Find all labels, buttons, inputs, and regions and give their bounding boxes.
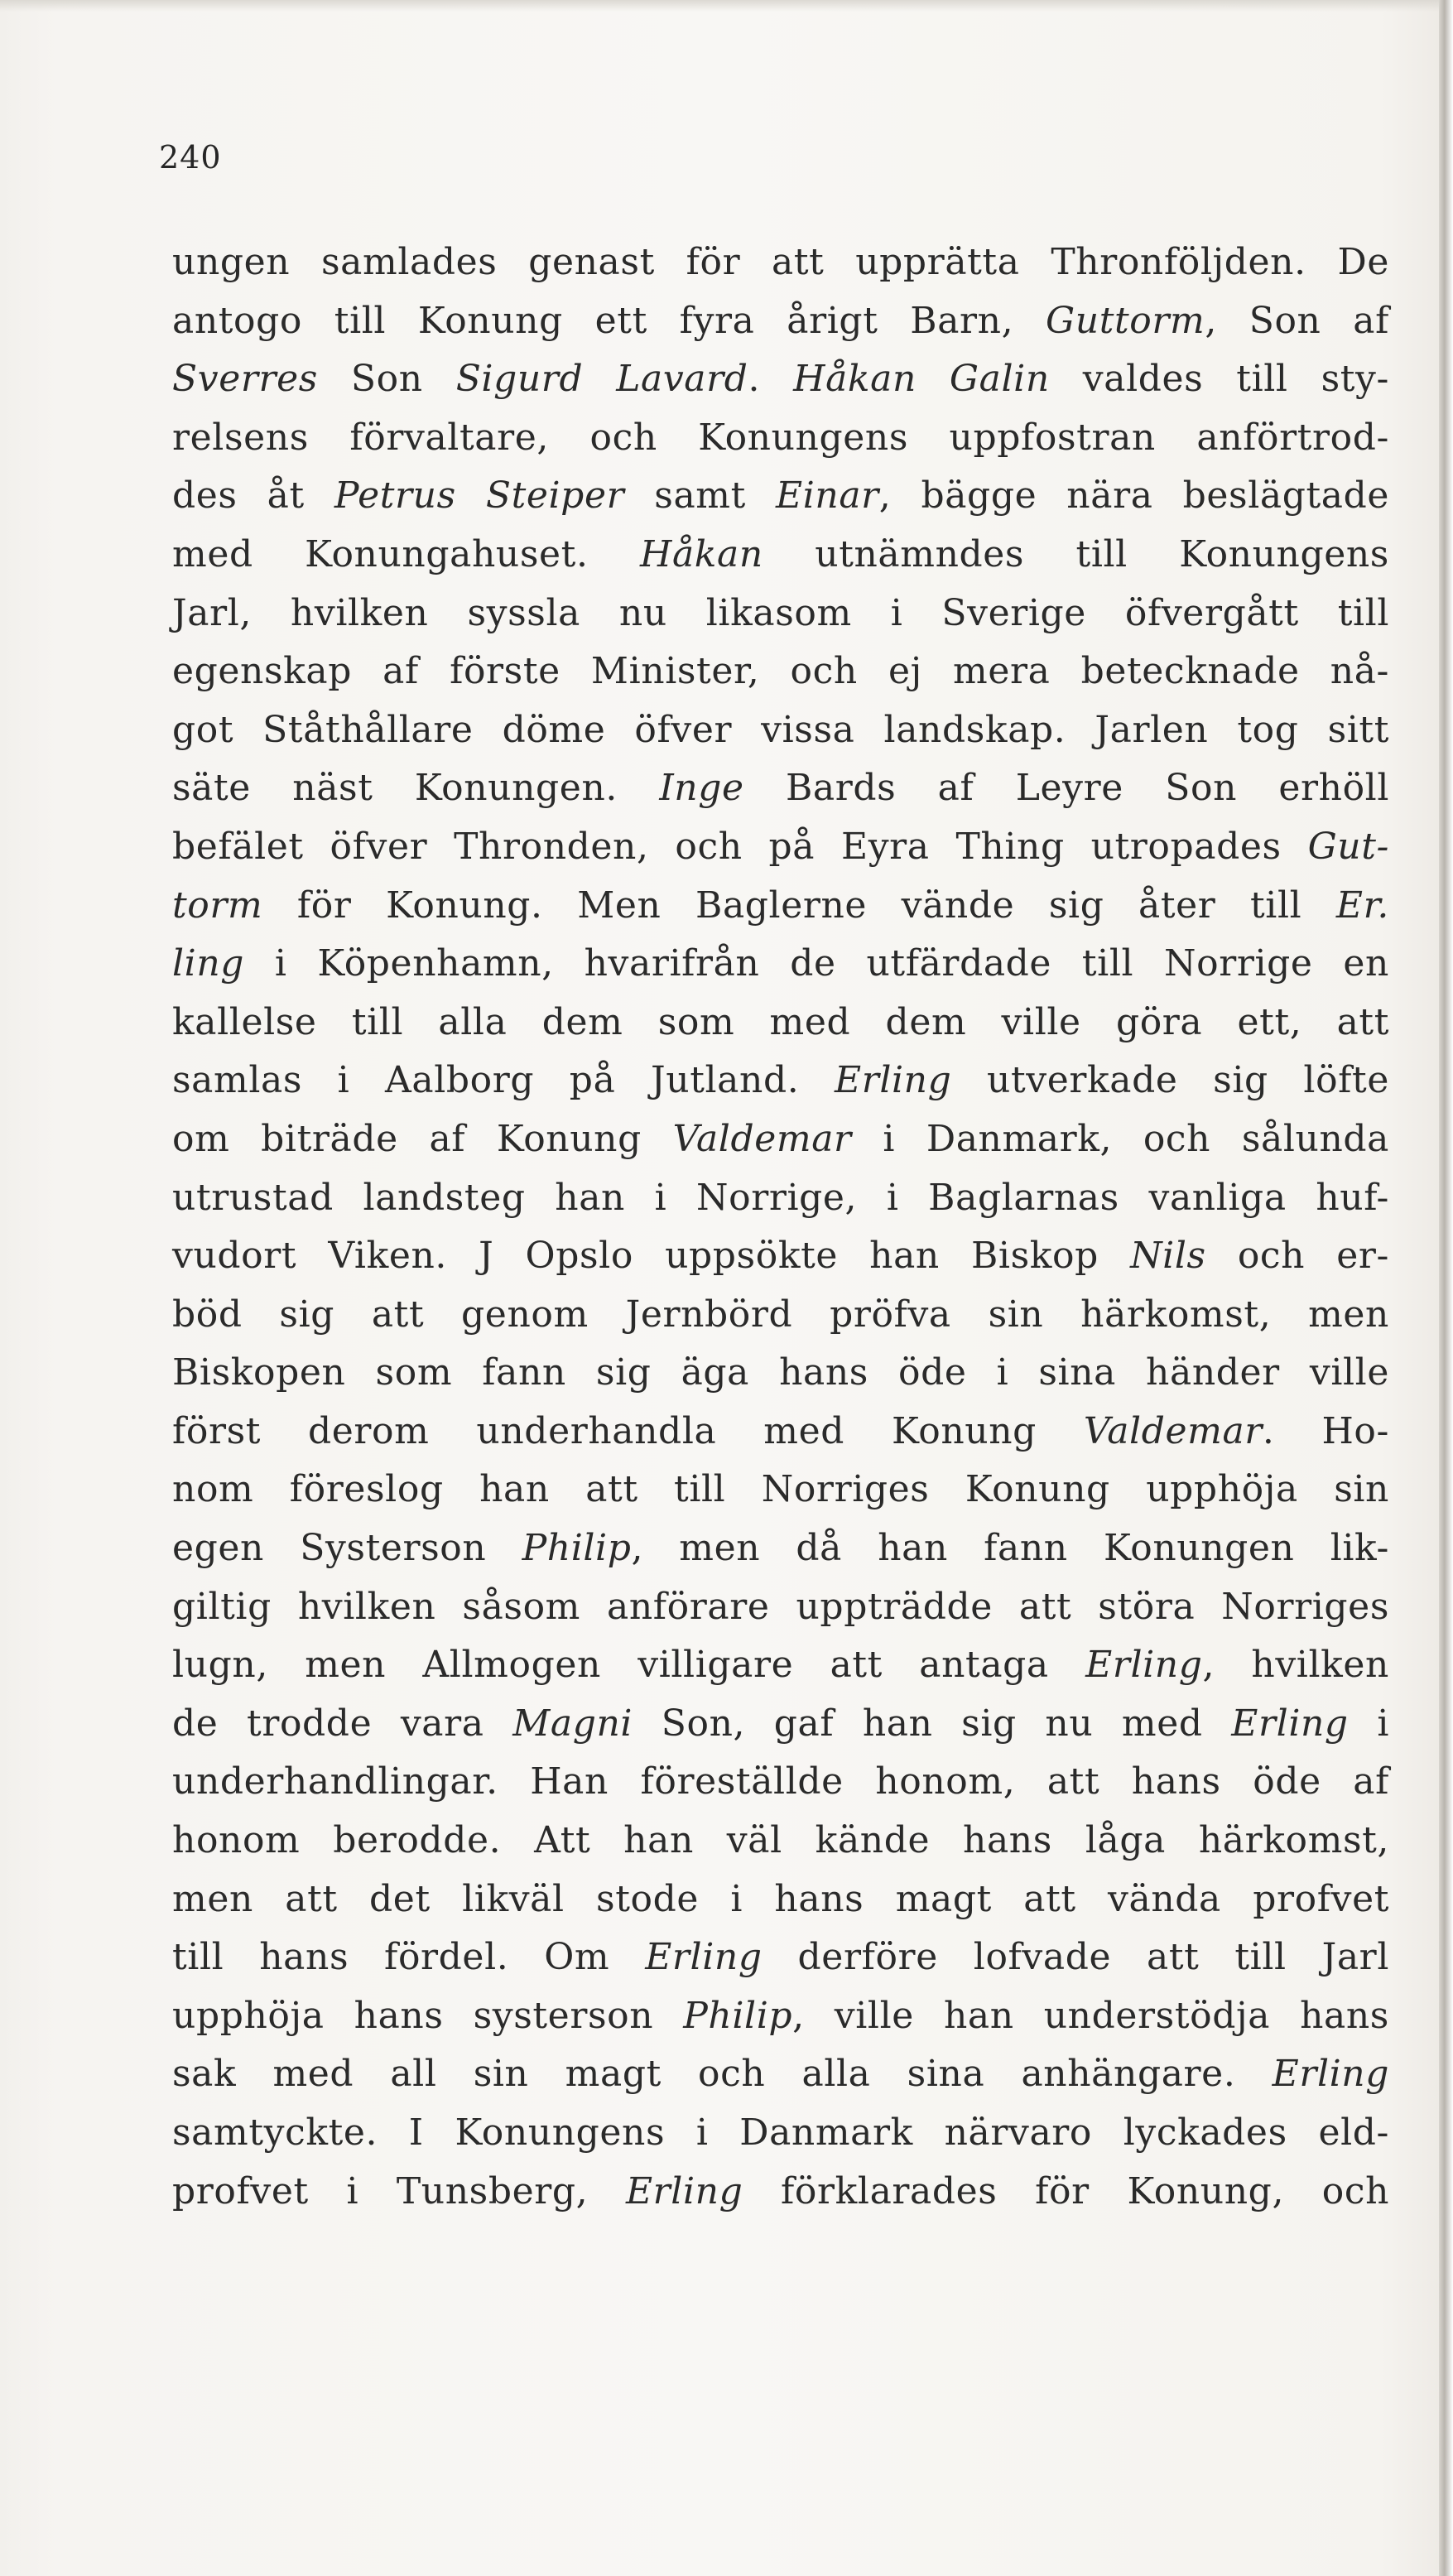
text-run: samtyckte. I Konungens i Danmark närvaro lyckades eld- [172,2111,1389,2154]
text-run: valdes till sty- [1049,358,1389,401]
text-run: men att det likväl stode i hans magt att vända profvet [172,1877,1389,1920]
text-line [172,1344,1389,1403]
text-run: och er- [1205,1235,1389,1278]
page-top-shadow [0,0,1439,12]
text-run: egenskap af förste Minister, och ej mera betecknade nå- [172,650,1389,693]
text-run: upphöja hans systerson [172,1994,684,2037]
italic-name: Magni [512,1702,633,1745]
text-run: ungen samlades genast för att upprätta Thronföljden. De [172,241,1389,283]
text-line [172,1110,1389,1169]
text-line [172,2045,1389,2104]
text-line [172,1812,1389,1871]
italic-name: Håkan Galin [793,358,1050,401]
text-run: egen Systerson [172,1527,522,1570]
italic-name: Nils [1130,1235,1206,1278]
text-line [172,1753,1389,1812]
text-line [172,643,1389,701]
text-line [172,1871,1389,1929]
text-line [172,2104,1389,2163]
text-run: , bägge nära beslägtade [878,474,1389,518]
text-run: till hans fördel. Om [172,1936,646,1979]
text-run: derföre lofvade att till Jarl [762,1936,1389,1979]
text-run: först derom underhandla med Konung [172,1409,1084,1452]
text-run: giltig hvilken såsom anförare uppträdde att störa Norriges [172,1585,1389,1628]
text-run: kallelse till alla dem som med dem ville göra ett, att [172,1000,1389,1043]
italic-name: Valdemar [672,1117,852,1160]
text-run: , ville han understödja hans [792,1994,1389,2037]
italic-name: Erling [1085,1644,1203,1687]
text-line [172,877,1389,936]
text-run: om biträde af Konung [172,1117,673,1160]
italic-name: torm [172,884,263,927]
text-run: Biskopen som fann sig äga hans öde i sina händer ville [172,1351,1389,1394]
italic-name: Er. [1335,884,1389,927]
text-run: säte näst Konungen. [172,767,660,810]
italic-name: Erling [645,1936,763,1979]
text-run: honom berodde. Att han väl kände hans låga härkomst, [172,1819,1389,1862]
text-line [172,1227,1389,1286]
text-run: sak med all sin magt och alla sina anhängare. [172,2053,1273,2096]
text-run: des åt [172,474,334,518]
page-edge-shadow [1439,0,1453,2576]
italic-name: Sverres [172,358,318,401]
text-line [172,1928,1389,1987]
text-run: , men då han fann Konungen lik- [631,1527,1390,1570]
text-run: . [748,358,794,401]
text-run: utverkade sig löfte [951,1059,1389,1102]
italic-name: Philip [683,1994,793,2037]
italic-name: Gut- [1307,825,1389,868]
text-run: för Konung. Men Baglerne vände sig åter till [262,884,1336,927]
text-line [172,701,1389,760]
italic-name: Guttorm [1046,299,1205,342]
italic-name: Inge [659,767,744,810]
text-line [172,2163,1389,2222]
text-run: Son [317,358,456,401]
text-run: , hvilken [1202,1644,1389,1687]
text-run: samt [624,474,776,518]
text-run: lugn, men Allmogen villigare att antaga [172,1644,1086,1687]
text-run: Son, gaf han sig nu med [633,1702,1232,1745]
italic-name: Sigurd Lavard [455,358,748,401]
text-run: profvet i Tunsberg, [172,2169,626,2212]
text-line [172,350,1389,409]
italic-name: ling [172,942,245,985]
text-line [172,409,1389,468]
text-line [172,1169,1389,1228]
italic-name: Håkan [639,532,763,575]
text-line [172,292,1389,351]
text-line [172,1403,1389,1461]
text-line [172,1695,1389,1754]
text-run: befälet öfver Thronden, och på Eyra Thing utropades [172,825,1308,868]
page-number: 240 [159,139,222,176]
text-run: med Konungahuset. [172,532,640,575]
text-line [172,1636,1389,1695]
text-line [172,234,1389,292]
text-line [172,1987,1389,2046]
text-run: utrustad landsteg han i Norrige, i Baglarnas vanliga huf- [172,1176,1389,1219]
text-run: de trodde vara [172,1702,513,1745]
text-run: underhandlingar. Han föreställde honom, att hans öde af [172,1760,1389,1803]
text-line [172,1052,1389,1110]
italic-name: Petrus Steiper [334,474,625,518]
italic-name: Erling [834,1059,952,1102]
text-run: förklarades för Konung, och [743,2169,1390,2212]
body-text [172,234,1389,2221]
text-line [172,1286,1389,1345]
italic-name: Valdemar [1083,1409,1263,1452]
text-line [172,935,1389,994]
text-run: utnämndes till Konungens [763,532,1389,575]
italic-name: Einar [776,474,879,518]
text-line [172,818,1389,877]
text-run: i Danmark, och sålunda [851,1117,1389,1160]
text-line [172,526,1389,585]
text-run: i [1348,1702,1390,1745]
text-line [172,1578,1389,1637]
italic-name: Erling [1231,1702,1349,1745]
text-line [172,994,1389,1052]
text-line [172,1519,1389,1578]
text-run: i Köpenhamn, hvarifrån de utfärdade till Norrige en [244,942,1389,985]
text-run: , Son af [1205,299,1389,342]
text-run: Bards af Leyre Son erhöll [743,767,1389,810]
text-run: Jarl, hvilken syssla nu likasom i Sverige öfvergått till [172,591,1389,634]
text-run: . Ho- [1262,1409,1389,1452]
italic-name: Philip [522,1527,632,1570]
text-run: samlas i Aalborg på Jutland. [172,1059,835,1102]
italic-name: Erling [625,2169,743,2212]
text-line [172,467,1389,526]
text-line [172,1461,1389,1519]
text-run: böd sig att genom Jernbörd pröfva sin härkomst, men [172,1293,1389,1336]
text-line [172,759,1389,818]
text-line [172,585,1389,643]
text-run: relsens förvaltare, och Konungens uppfostran anförtrod- [172,416,1389,459]
text-run: vudort Viken. J Opslo uppsökte han Biskop [172,1235,1131,1278]
text-run: antogo till Konung ett fyra årigt Barn, [172,299,1046,342]
text-run: got Ståthållare döme öfver vissa landskap. Jarlen tog sitt [172,708,1389,751]
text-run: nom föreslog han att till Norriges Konung upphöja sin [172,1468,1389,1511]
italic-name: Erling [1272,2053,1389,2096]
